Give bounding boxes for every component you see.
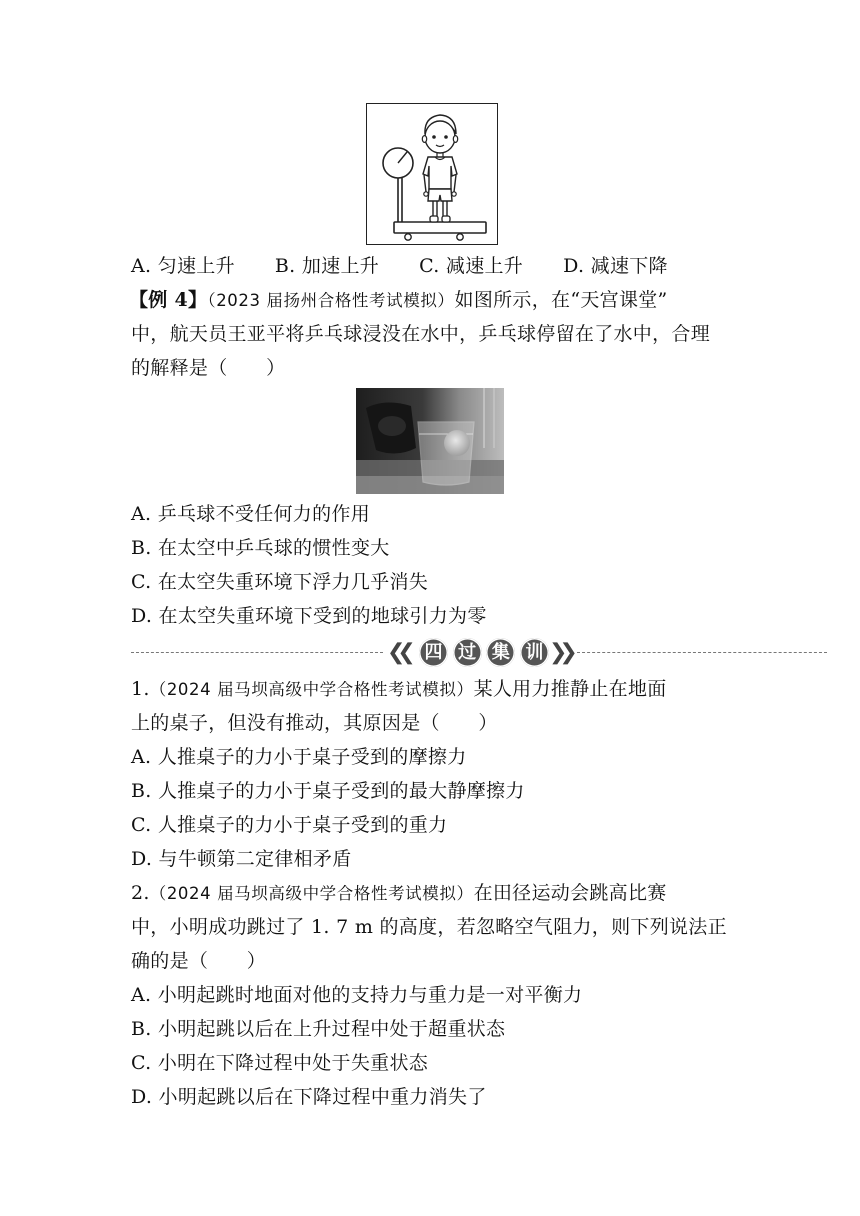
option-d: D. 减速下降: [563, 255, 668, 277]
q2-option-a: A. 小明起跳时地面对他的支持力与重力是一对平衡力: [131, 984, 583, 1006]
option-a: A. 匀速上升: [131, 255, 235, 277]
pingpong-water-photo: [356, 388, 504, 494]
example4-line1: [129, 287, 668, 314]
q3-options-row: [131, 253, 668, 279]
example-stem-start: 如图所示，在“天宫课堂”: [454, 289, 668, 311]
q1-option-c: C. 人推桌子的力小于桌子受到的重力: [131, 814, 448, 836]
q1-line2: 上的桌子，但没有推动，其原因是（ ）: [131, 712, 498, 734]
banner-dash-right: [577, 652, 827, 653]
q2-option-d: D. 小明起跳以后在下降过程中重力消失了: [131, 1086, 487, 1108]
chevron-right-icon: ❯❯: [549, 640, 570, 665]
example-label: 【例 4】: [129, 289, 208, 311]
example4-option-a: A. 乒乓球不受任何力的作用: [131, 503, 371, 525]
option-c: C. 减速上升: [419, 255, 524, 277]
option-b: B. 加速上升: [274, 255, 380, 277]
q2-line2: 中，小明成功跳过了 1. 7 m 的高度，若忽略空气阻力，则下列说法正: [131, 916, 727, 938]
banner-char: 四: [419, 638, 448, 667]
banner-char: 训: [520, 638, 549, 667]
q1-stem-start: 某人用力推静止在地面: [473, 678, 667, 700]
q1-option-b: B. 人推桌子的力小于桌子受到的最大静摩擦力: [131, 780, 525, 802]
q2-option-b: B. 小明起跳以后在上升过程中处于超重状态: [131, 1018, 506, 1040]
banner-title: [419, 638, 549, 668]
example4-line2: 中，航天员王亚平将乒乓球浸没在水中，乒乓球停留在了水中，合理: [131, 323, 711, 345]
example4-option-c: C. 在太空失重环境下浮力几乎消失: [131, 571, 429, 593]
q1-number: 1.: [131, 678, 150, 700]
q2-option-c: C. 小明在下降过程中处于失重状态: [131, 1052, 429, 1074]
q1-option-d: D. 与牛顿第二定律相矛盾: [131, 848, 352, 870]
example-source: （2023 届扬州合格性考试模拟）: [207, 291, 455, 310]
banner-dash-left: [131, 652, 383, 653]
q2-number: 2.: [131, 882, 150, 904]
q2-source: （2024 届马坝高级中学合格性考试模拟）: [149, 884, 474, 903]
chevron-left-icon: ❮❮: [387, 640, 408, 665]
example4-option-b: B. 在太空中乒乓球的惯性变大: [131, 537, 390, 559]
scale-child-figure: [366, 103, 498, 245]
q1-option-a: A. 人推桌子的力小于桌子受到的摩擦力: [131, 746, 467, 768]
q1-line1: [131, 676, 667, 703]
banner-char: 集: [486, 638, 515, 667]
q1-source: （2024 届马坝高级中学合格性考试模拟）: [149, 680, 474, 699]
tiangong-photo: [356, 388, 504, 494]
q2-line1: [131, 880, 667, 907]
section-banner: [131, 638, 827, 668]
example4-option-d: D. 在太空失重环境下受到的地球引力为零: [131, 605, 487, 627]
q2-stem-start: 在田径运动会跳高比赛: [473, 882, 667, 904]
scale-child-illustration: [367, 104, 496, 243]
banner-char: 过: [453, 638, 482, 667]
q2-line3: 确的是（ ）: [131, 950, 267, 972]
example4-line3: 的解释是（ ）: [131, 357, 286, 379]
